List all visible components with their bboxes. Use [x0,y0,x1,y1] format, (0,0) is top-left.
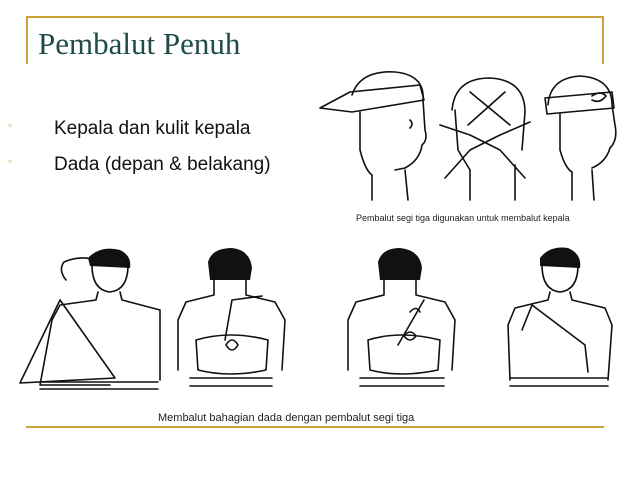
chest-bandage-step-3 [348,248,455,386]
bullet-text: Dada (depan & belakang) [54,154,271,175]
bullet-text: Kepala dan kulit kepala [54,118,251,139]
chest-bandage-step-2 [178,248,285,386]
head-bandage-step-3 [545,76,616,200]
chest-bandage-caption: Membalut bahagian dada dengan pembalut segi tiga [158,412,415,424]
slide-title: Pembalut Penuh [38,26,241,61]
head-bandage-step-1 [320,72,426,200]
head-bandage-caption: Pembalut segi tiga digunakan untuk membalut kepala [356,213,570,223]
chest-bandage-step-4 [508,247,612,386]
bullet-marker: ◦ [8,118,13,132]
head-bandage-step-2 [440,78,530,200]
chest-bandage-step-1 [20,249,160,389]
bullet-marker: ◦ [8,154,13,168]
